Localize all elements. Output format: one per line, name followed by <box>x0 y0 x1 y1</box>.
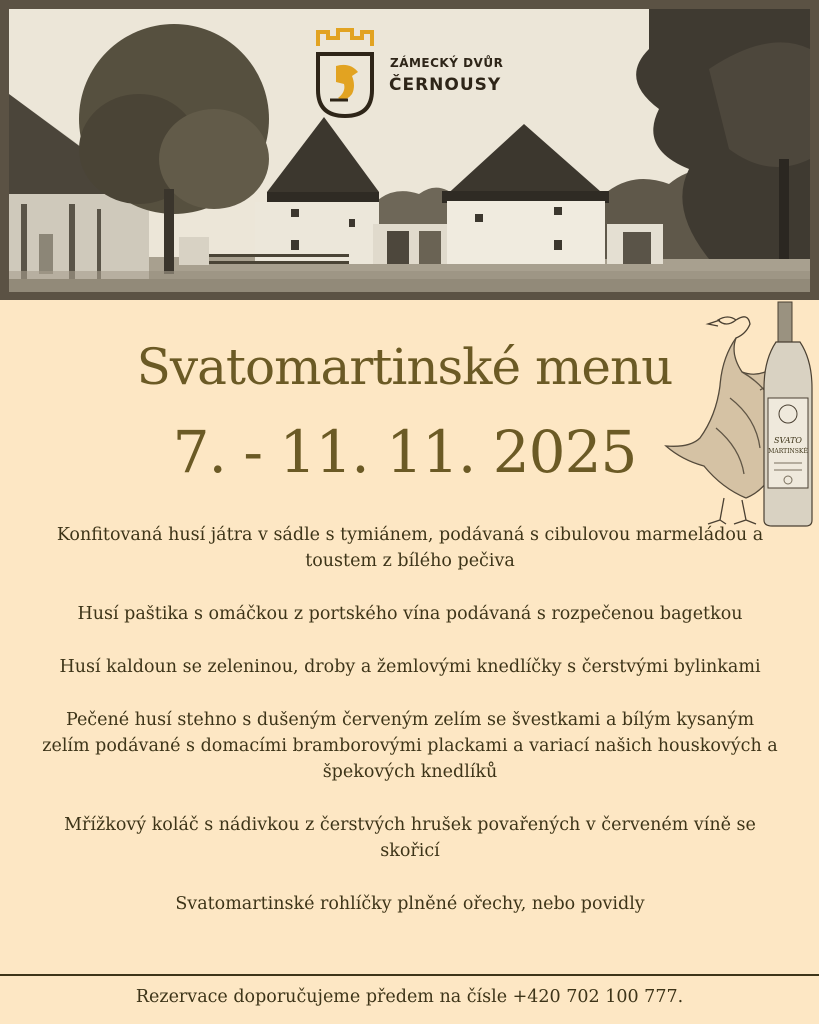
menu-item: Pečené husí stehno s dušeným červeným zelím se švestkami a bílým kysaným zelím podávané s domacími bramborovými plackami a variací našich houskových a špekových knedlíků <box>42 710 778 782</box>
logo-text-line2: ČERNOUSY <box>389 75 502 95</box>
footer-divider <box>0 974 819 976</box>
menu-item: Konfitovaná husí játra v sádle s tymiánem, podávaná s cibulovou marmeládou a toustem z bílého pečiva <box>56 525 764 571</box>
castle-logo-icon <box>312 28 378 124</box>
bottle-label-line1: SVATO <box>774 436 802 445</box>
logo-text-line1: ZÁMECKÝ DVŮR <box>390 56 504 70</box>
reservation-note: Rezervace doporučujeme předem na čísle +420 702 100 777. <box>135 987 684 1007</box>
event-date: 7. - 11. 11. 2025 <box>172 418 637 486</box>
goose-and-wine-illustration <box>660 298 819 530</box>
page-title: Svatomartinské menu <box>136 338 673 396</box>
chateau-logo <box>312 28 512 124</box>
header-photo-frame <box>0 0 819 300</box>
menu-item: Husí kaldoun se zeleninou, droby a žemlovými knedlíčky s čerstvými bylinkami <box>59 657 761 677</box>
bottle-label-line2: MARTINSKÉ <box>768 448 808 455</box>
menu-item: Mřížkový koláč s nádivkou z čerstvých hrušek povařených v červeném víně se skořicí <box>64 815 756 861</box>
menu-item: Husí paštika s omáčkou z portského vína podávaná s rozpečenou bagetkou <box>77 604 743 624</box>
menu-list <box>40 522 780 944</box>
wine-bottle-illustration <box>764 302 812 526</box>
menu-item: Svatomartinské rohlíčky plněné ořechy, nebo povidly <box>175 894 645 914</box>
